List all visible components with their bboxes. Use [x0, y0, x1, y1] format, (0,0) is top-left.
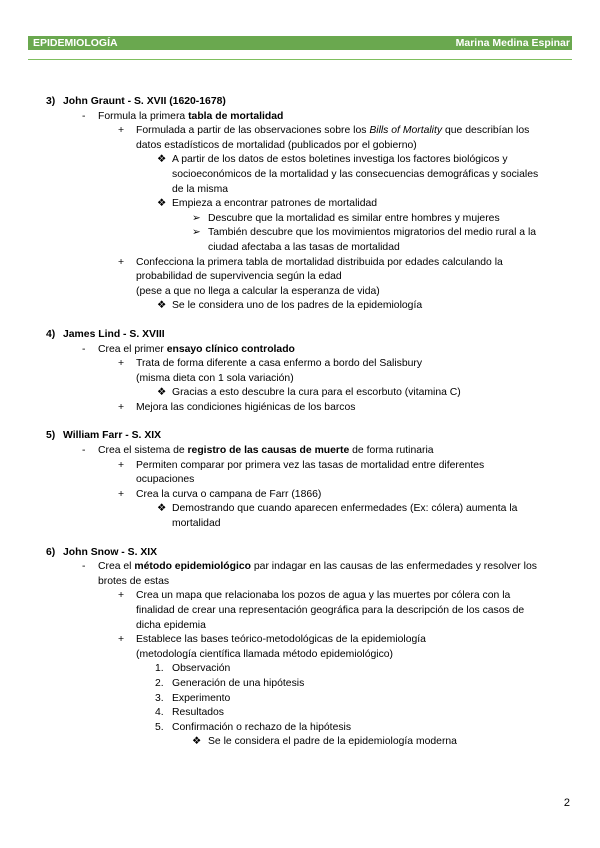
- header-rule: [28, 59, 572, 60]
- list-item: - Crea el sistema de registro de las causas de muerte de forma rutinaria: [82, 445, 434, 457]
- section-heading: 6) John Snow - S. XIX: [46, 546, 158, 558]
- list-item: - Crea el método epidemiológico par indagar en las causas de las enfermedades y resolver los: [82, 561, 537, 573]
- diamond-bullet-icon: ❖: [157, 503, 167, 515]
- list-item: + Formulada a partir de las observaciones sobre los Bills of Mortality que describían los: [118, 125, 530, 137]
- list-item-cont: finalidad de crear una representación geográfica para la descripción de los casos de: [136, 605, 525, 616]
- list-item: + Establece las bases teórico-metodológicas de la epidemiología: [118, 634, 426, 646]
- numbered-step: 4. Resultados: [155, 707, 224, 719]
- section-farr: [0, 429, 600, 531]
- list-item-cont: brotes de estas: [98, 575, 170, 587]
- document-body: [0, 95, 600, 764]
- section-heading: 3) John Graunt - S. XVII (1620-1678): [46, 96, 226, 107]
- section-snow: [0, 546, 600, 750]
- header-subject: EPIDEMIOLOGÍA: [33, 37, 118, 49]
- numbered-step: 2. Generación de una hipótesis: [155, 677, 305, 689]
- list-item-cont: probabilidad de supervivencia según la edad: [136, 271, 342, 283]
- list-item: - Crea el primer ensayo clínico controlado: [82, 343, 295, 355]
- list-item-cont: dicha epidemia: [136, 619, 206, 631]
- diamond-bullet-icon: ❖: [192, 736, 202, 748]
- list-item: - Formula la primera tabla de mortalidad: [82, 110, 284, 122]
- numbered-step: 1. Observación: [155, 663, 231, 675]
- diamond-bullet-icon: ❖: [157, 198, 167, 210]
- page-number: 2: [563, 797, 570, 809]
- list-item-cont: mortalidad: [172, 518, 221, 530]
- arrow-bullet-icon: ➢: [192, 227, 201, 239]
- list-item-cont: datos estadísticos de mortalidad (publicados por el gobierno): [136, 139, 417, 151]
- list-item-cont: (misma dieta con 1 sola variación): [136, 372, 294, 384]
- page-header-bar: [28, 36, 572, 50]
- list-item: ❖ Gracias a esto descubre la cura para el escorbuto (vitamina C): [0, 386, 600, 401]
- section-lind: [0, 328, 600, 416]
- list-item: ❖ Empieza a encontrar patrones de mortalidad: [0, 197, 600, 212]
- section-graunt: [0, 95, 600, 314]
- list-item: ➢ También descubre que los movimientos migratorios del medio rural a la: [0, 226, 600, 241]
- diamond-bullet-icon: ❖: [157, 387, 167, 399]
- list-item-cont: (metodología científica llamada método epidemiológico): [136, 648, 394, 660]
- list-item: + Confecciona la primera tabla de mortalidad distribuida por edades calculando la: [118, 256, 503, 268]
- list-item: + Mejora las condiciones higiénicas de los barcos: [118, 401, 356, 413]
- arrow-bullet-icon: ➢: [192, 212, 201, 224]
- numbered-step: 5. Confirmación o rechazo de la hipótesis: [155, 721, 352, 733]
- list-item-cont: ocupaciones: [136, 474, 195, 486]
- list-item-cont: socioeconómicos de la mortalidad y las consecuencias demográficas y sociales: [172, 168, 539, 180]
- diamond-bullet-icon: ❖: [157, 154, 167, 166]
- list-item: ❖ A partir de los datos de estos boletines investiga los factores biológicos y: [0, 153, 600, 168]
- section-heading: 4) James Lind - S. XVIII: [46, 328, 165, 340]
- list-item-cont: (pese a que no llega a calcular la esperanza de vida): [136, 285, 380, 297]
- list-item: ❖ Se le considera el padre de la epidemiología moderna: [0, 735, 600, 750]
- list-item: ❖ Demostrando que cuando aparecen enfermedades (Ex: cólera) aumenta la: [0, 502, 600, 517]
- section-heading: 5) William Farr - S. XIX: [46, 430, 162, 442]
- numbered-step: 3. Experimento: [155, 692, 231, 704]
- list-item: ❖ Se le considera uno de los padres de la epidemiología: [0, 299, 600, 314]
- list-item-cont: de la misma: [172, 183, 229, 195]
- list-item: ➢ Descubre que la mortalidad es similar entre hombres y mujeres: [0, 212, 600, 227]
- header-author: Marina Medina Espinar: [455, 37, 570, 49]
- list-item: + Permiten comparar por primera vez las tasas de mortalidad entre diferentes: [118, 459, 485, 471]
- list-item: + Crea la curva o campana de Farr (1866): [118, 488, 322, 500]
- list-item: + Crea un mapa que relacionaba los pozos de agua y las muertes por cólera con la: [118, 590, 511, 602]
- list-item: + Trata de forma diferente a casa enfermo a bordo del Salisbury: [118, 358, 423, 370]
- diamond-bullet-icon: ❖: [157, 300, 167, 312]
- list-item-cont: ciudad afectaba a las tasas de mortalidad: [208, 241, 400, 253]
